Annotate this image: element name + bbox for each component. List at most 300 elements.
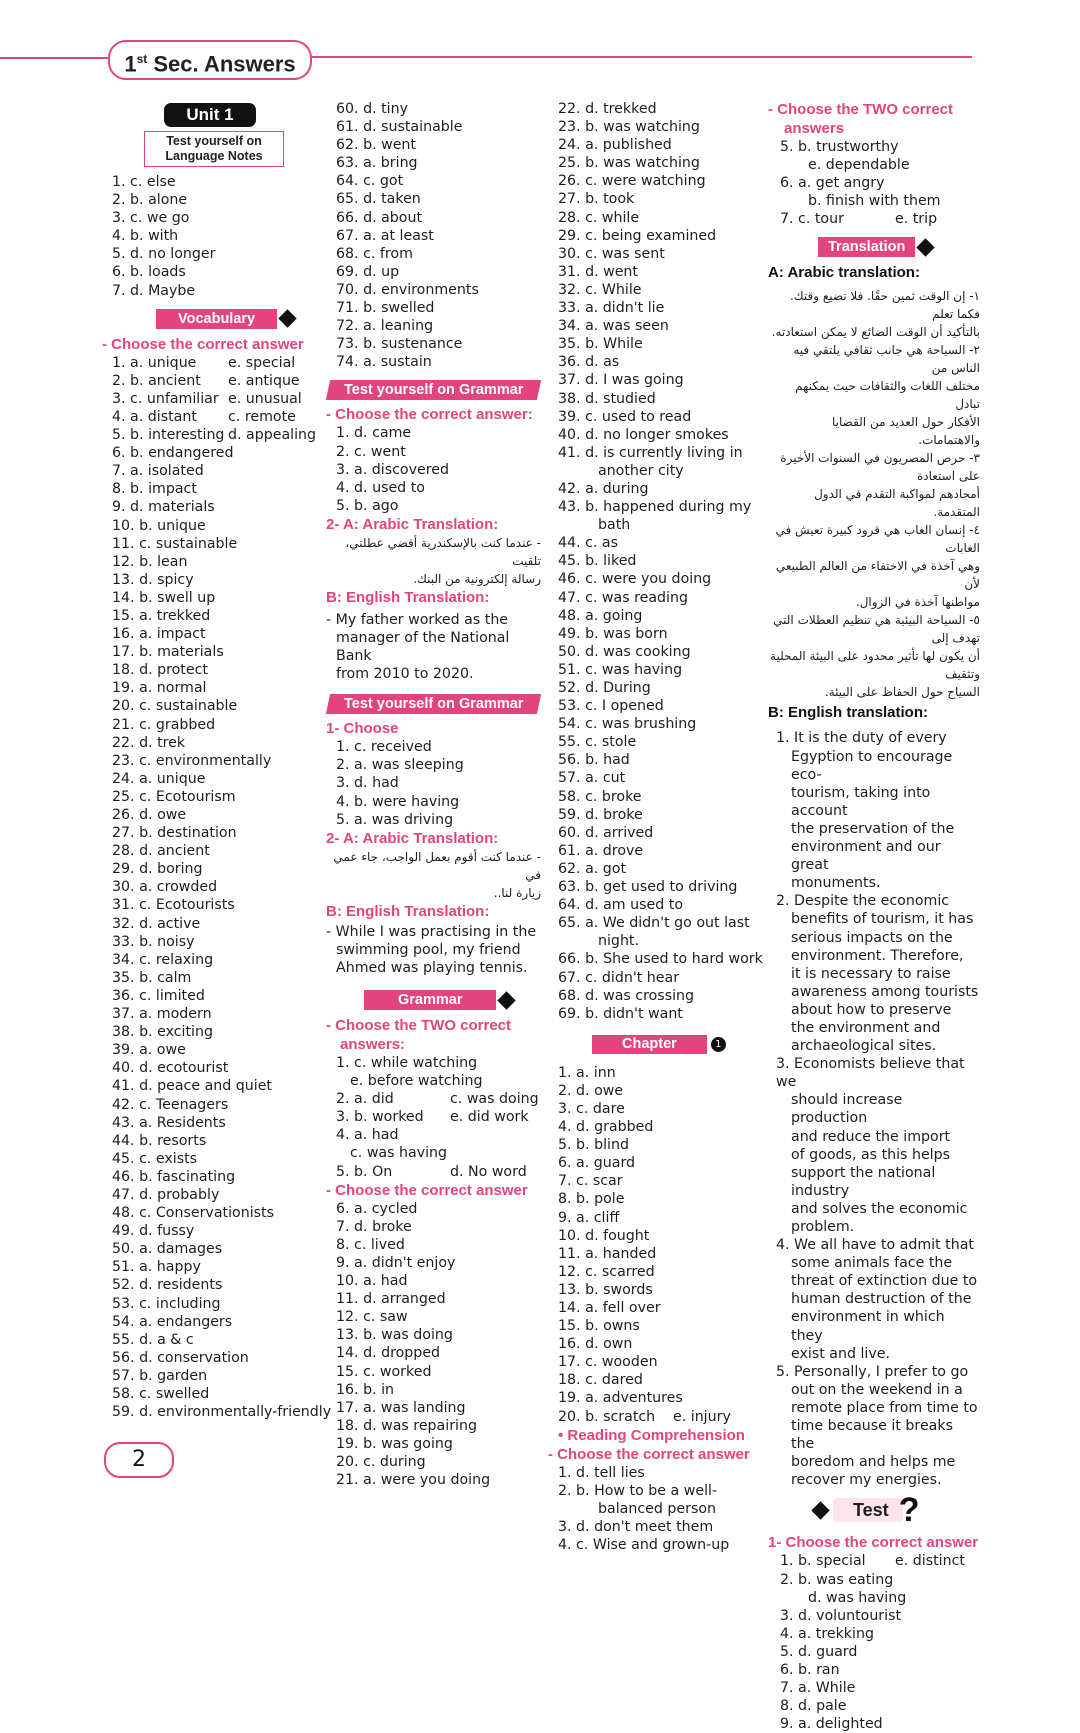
- answer-item: 57. a. cut: [558, 769, 760, 787]
- grammar-test-banner: [326, 694, 542, 714]
- answer-pair: [112, 426, 317, 444]
- answer-item: 8. b. pole: [558, 1190, 760, 1208]
- answer-item: 59. d. broke: [558, 806, 760, 824]
- answer-pair: [768, 1552, 980, 1570]
- section-heading: 2- A: Arabic Translation:: [326, 829, 541, 848]
- text-line: serious impacts on the: [776, 929, 980, 947]
- text-line: about how to preserve: [776, 1001, 980, 1019]
- answer-pair: [112, 390, 317, 408]
- column-2: [326, 100, 541, 1489]
- chapter-number: 1: [711, 1037, 726, 1052]
- answer-item: 10. b. unique: [112, 517, 317, 535]
- text-line: Ahmed was playing tennis.: [326, 959, 541, 977]
- answer-item: 29. c. being examined: [558, 227, 760, 245]
- vocabulary-tag: [156, 306, 317, 332]
- answer-item: night.: [558, 932, 760, 950]
- answer-pair: [112, 408, 317, 426]
- answer-item: 65. d. taken: [336, 190, 541, 208]
- section-heading: - Choose the correct answer:: [326, 405, 541, 424]
- answer-item: 4. b. were having: [336, 793, 541, 811]
- answer-item: 38. d. studied: [558, 390, 760, 408]
- answer-item: 2. a. did: [336, 1090, 450, 1108]
- answer-item: 7. a. While: [780, 1679, 980, 1697]
- answer-item: 44. b. resorts: [112, 1132, 317, 1150]
- answer-item: 49. b. was born: [558, 625, 760, 643]
- answer-item: 47. c. was reading: [558, 589, 760, 607]
- text-line: of goods, as this helps: [776, 1146, 980, 1164]
- text-line: بالتأكيد أن الوقت الضائع لا يمكن استعادته.: [768, 323, 980, 341]
- grammar-test-banner: [326, 380, 542, 400]
- answer-item: 38. b. exciting: [112, 1023, 317, 1041]
- answer-item: 18. c. dared: [558, 1371, 760, 1389]
- answer-item: 34. a. was seen: [558, 317, 760, 335]
- arabic-translation: [326, 848, 541, 902]
- text-line: 2. Despite the economic: [776, 892, 980, 910]
- answer-item: 19. a. normal: [112, 679, 317, 697]
- answer-item: 34. c. relaxing: [112, 951, 317, 969]
- answer-pair: [336, 1108, 541, 1126]
- answer-item: 40. d. ecotourist: [112, 1059, 317, 1077]
- answer-item: 4. d. used to: [336, 479, 541, 497]
- answer-item: 60. d. arrived: [558, 824, 760, 842]
- answer-item: 1. c. else: [112, 173, 317, 191]
- answer-item: 5. b. trustworthy: [780, 138, 980, 156]
- answer-item: 18. d. was repairing: [336, 1417, 541, 1435]
- answer-item: 62. b. went: [336, 136, 541, 154]
- section-heading: B: English translation:: [768, 703, 980, 723]
- answer-item: 53. c. I opened: [558, 697, 760, 715]
- text-line: recover my energies.: [776, 1471, 980, 1489]
- answer-item: 26. d. owe: [112, 806, 317, 824]
- text-line: مختلف اللغات والثقافات حيث يمكنهم تبادل: [768, 377, 980, 413]
- answer-list: [112, 173, 317, 300]
- answer-item: 33. a. didn't lie: [558, 299, 760, 317]
- answer-item: 46. b. fascinating: [112, 1168, 317, 1186]
- answer-item: 37. d. I was going: [558, 371, 760, 389]
- answer-item: 70. d. environments: [336, 281, 541, 299]
- text-line: ٢- السياحة هي جانب ثقافي يلتقي فيه الناس من: [768, 341, 980, 377]
- answer-item: 20. c. sustainable: [112, 697, 317, 715]
- answer-item: 24. a. unique: [112, 770, 317, 788]
- answer-item: 10. a. had: [336, 1272, 541, 1290]
- answer-item: 53. c. including: [112, 1295, 317, 1313]
- text-line: threat of extinction due to: [776, 1272, 980, 1290]
- text-line: remote place from time to: [776, 1399, 980, 1417]
- answer-item: 24. a. published: [558, 136, 760, 154]
- answer-list: [768, 138, 980, 210]
- answer-item: 64. d. am used to: [558, 896, 760, 914]
- text-line: Egyption to encourage eco-: [776, 748, 980, 784]
- text-line: ٤- إنسان الغاب هي قرود كبيرة تعيش في الغابات: [768, 521, 980, 557]
- answer-item: 17. b. materials: [112, 643, 317, 661]
- section-heading: 2- A: Arabic Translation:: [326, 515, 541, 534]
- answer-item: 12. c. scarred: [558, 1263, 760, 1281]
- answer-item: 2. d. owe: [558, 1082, 760, 1100]
- answer-item: 56. d. conservation: [112, 1349, 317, 1367]
- answer-item: 56. b. had: [558, 751, 760, 769]
- answer-item: e. trip: [895, 210, 937, 228]
- answer-list: [326, 424, 541, 514]
- answer-item: 1. d. came: [336, 424, 541, 442]
- answer-item: 11. a. handed: [558, 1245, 760, 1263]
- answer-item: 45. c. exists: [112, 1150, 317, 1168]
- answer-item: d. No word: [450, 1163, 527, 1181]
- answer-item: 67. a. at least: [336, 227, 541, 245]
- text-line: 4. We all have to admit that: [776, 1236, 980, 1254]
- translation-banner: Translation: [818, 237, 915, 257]
- answer-item: 5. b. interesting: [112, 426, 228, 444]
- answer-item: c. was doing: [450, 1090, 539, 1108]
- test-label: Test: [833, 1498, 903, 1522]
- answer-item: 27. b. took: [558, 190, 760, 208]
- answer-item: 3. d. voluntourist: [780, 1607, 980, 1625]
- answer-list: [548, 1464, 760, 1554]
- answer-item: 71. b. swelled: [336, 299, 541, 317]
- grammar-banner: Grammar: [364, 990, 496, 1010]
- vocabulary-banner: Vocabulary: [156, 309, 277, 329]
- answer-item: 59. d. environmentally-friendly: [112, 1403, 317, 1421]
- answer-item: 73. b. sustenance: [336, 335, 541, 353]
- answer-item: 37. a. modern: [112, 1005, 317, 1023]
- header-rule: [308, 56, 972, 58]
- answer-item: 4. d. grabbed: [558, 1118, 760, 1136]
- text-line: أمجادهم لمواكبة التقدم في الدول المتقدمة.: [768, 485, 980, 521]
- text-line: 3. Economists believe that we: [776, 1055, 980, 1091]
- text-line: environment. Therefore,: [776, 947, 980, 965]
- text-line: tourism, taking into account: [776, 784, 980, 820]
- answer-item: 43. a. Residents: [112, 1114, 317, 1132]
- text-line: archaeological sites.: [776, 1037, 980, 1055]
- answer-item: c. was having: [336, 1144, 464, 1162]
- section-heading: - Choose the TWO correct: [768, 100, 980, 119]
- answer-item: 74. a. sustain: [336, 353, 541, 371]
- answer-item: 1. b. special: [780, 1552, 895, 1570]
- answer-item: 5. a. was driving: [336, 811, 541, 829]
- text-line: مواطنها آخذة في الزوال.: [768, 593, 980, 611]
- answer-item: 61. a. drove: [558, 842, 760, 860]
- answer-item: 65. a. We didn't go out last: [558, 914, 760, 932]
- text-line: 5. Personally, I prefer to go: [776, 1363, 980, 1381]
- answer-item: 42. a. during: [558, 480, 760, 498]
- diamond-icon: [278, 309, 296, 327]
- text-line: monuments.: [776, 874, 980, 892]
- answer-item: 4. a. distant: [112, 408, 228, 426]
- text-line: environment in which they: [776, 1308, 980, 1344]
- text-line: السياح حول الحفاظ على البيئة.: [768, 683, 980, 701]
- diamond-icon: [498, 991, 516, 1009]
- answer-pair: [336, 1054, 541, 1072]
- answer-item: 1. a. unique: [112, 354, 228, 372]
- arabic-translation: [768, 287, 980, 701]
- english-translation: [768, 729, 980, 1489]
- page-title: [108, 40, 312, 80]
- section-heading: 1- Choose the correct answer: [768, 1533, 980, 1552]
- answer-list: [326, 1200, 541, 1490]
- text-line: ٥- السياحة البيئية هي تنظيم العطلات التي تهدف إلى: [768, 611, 980, 647]
- answer-list: [112, 444, 317, 1421]
- answer-item: 1. d. tell lies: [558, 1464, 760, 1482]
- answer-item: 13. b. swords: [558, 1281, 760, 1299]
- answer-item: e. special: [228, 354, 295, 372]
- answer-item: 50. d. was cooking: [558, 643, 760, 661]
- answer-item: 9. a. delighted: [780, 1715, 980, 1733]
- answer-item: 13. b. was doing: [336, 1326, 541, 1344]
- text-line: time because it breaks the: [776, 1417, 980, 1453]
- section-heading: - Choose the TWO correct: [326, 1016, 541, 1035]
- title-number: 1: [124, 51, 136, 76]
- answer-item: e. dependable: [780, 156, 980, 174]
- text-line: it is necessary to raise: [776, 965, 980, 983]
- answer-item: 58. c. swelled: [112, 1385, 317, 1403]
- answer-item: 4. a. trekking: [780, 1625, 980, 1643]
- answer-item: 54. a. endangers: [112, 1313, 317, 1331]
- page-number: 2: [104, 1442, 174, 1478]
- answer-item: 12. c. saw: [336, 1308, 541, 1326]
- arabic-translation: [326, 534, 541, 588]
- answer-item: 23. c. environmentally: [112, 752, 317, 770]
- text-line: exist and live.: [776, 1345, 980, 1363]
- answer-item: 27. b. destination: [112, 824, 317, 842]
- text-line: 1. It is the duty of every: [776, 729, 980, 747]
- answer-item: 66. b. She used to hard work: [558, 950, 760, 968]
- header-rule: [0, 57, 108, 59]
- text-line: should increase production: [776, 1091, 980, 1127]
- answer-item: 39. a. owe: [112, 1041, 317, 1059]
- answer-item: 4. c. Wise and grown-up: [558, 1536, 760, 1554]
- answer-item: 49. d. fussy: [112, 1222, 317, 1240]
- answer-item: another city: [558, 462, 760, 480]
- answer-item: 63. a. bring: [336, 154, 541, 172]
- answer-item: 3. d. had: [336, 774, 541, 792]
- answer-pair: [336, 1163, 541, 1181]
- answer-pair: [336, 1126, 541, 1144]
- text-line: manager of the National Bank: [326, 629, 541, 665]
- question-mark-icon: ?: [899, 1495, 920, 1525]
- answer-item: 2. b. was eating: [780, 1571, 980, 1589]
- text-line: - عندما كنت أقوم بعمل الواجب، جاء عمي في: [326, 848, 541, 884]
- text-line: boredom and helps me: [776, 1453, 980, 1471]
- answer-list: [548, 100, 760, 1023]
- answer-item: 6. a. get angry: [780, 174, 980, 192]
- banner-label: Test yourself on Grammar: [344, 694, 523, 714]
- answer-item: 47. d. probably: [112, 1186, 317, 1204]
- answer-item: 19. a. adventures: [558, 1389, 760, 1407]
- section-heading: - Choose the correct answer: [326, 1181, 541, 1200]
- answer-item: 25. b. was watching: [558, 154, 760, 172]
- answer-item: 57. b. garden: [112, 1367, 317, 1385]
- answer-item: 13. d. spicy: [112, 571, 317, 589]
- answer-item: 21. c. grabbed: [112, 716, 317, 734]
- answer-item: 63. b. get used to driving: [558, 878, 760, 896]
- answer-item: 5. b. ago: [336, 497, 541, 515]
- answer-item: 6. a. cycled: [336, 1200, 541, 1218]
- test-yourself-line: Language Notes: [145, 149, 283, 164]
- answer-item: 25. c. Ecotourism: [112, 788, 317, 806]
- answer-item: 31. d. went: [558, 263, 760, 281]
- section-heading: - Choose the correct answer: [548, 1445, 760, 1464]
- answer-item: 2. b. alone: [112, 191, 317, 209]
- text-line: from 2010 to 2020.: [326, 665, 541, 683]
- chapter-banner: Chapter: [592, 1035, 707, 1054]
- title-superscript: st: [137, 52, 148, 66]
- answer-item: balanced person: [558, 1500, 760, 1518]
- answer-item: 69. d. up: [336, 263, 541, 281]
- answer-item: 30. c. was sent: [558, 245, 760, 263]
- answer-item: e. before watching: [336, 1072, 464, 1090]
- answer-pair: [112, 354, 317, 372]
- answer-item: 1. c. while watching: [336, 1054, 450, 1072]
- answer-item: 55. c. stole: [558, 733, 760, 751]
- answer-pairs: [326, 1054, 541, 1181]
- test-badge: [814, 1495, 980, 1525]
- answer-item: 16. b. in: [336, 1381, 541, 1399]
- text-line: swimming pool, my friend: [326, 941, 541, 959]
- answer-item: 26. c. were watching: [558, 172, 760, 190]
- answer-item: 3. c. we go: [112, 209, 317, 227]
- answer-item: 52. d. residents: [112, 1276, 317, 1294]
- answer-item: 5. d. no longer: [112, 245, 317, 263]
- answer-item: 14. d. dropped: [336, 1344, 541, 1362]
- answer-item: e. distinct: [895, 1552, 965, 1570]
- answer-item: 16. d. own: [558, 1335, 760, 1353]
- answer-item: 4. b. with: [112, 227, 317, 245]
- section-heading: answers: [768, 119, 980, 138]
- answer-item: 6. b. endangered: [112, 444, 317, 462]
- answer-item: d. appealing: [228, 426, 316, 444]
- text-line: the environment and: [776, 1019, 980, 1037]
- answer-item: 28. d. ancient: [112, 842, 317, 860]
- answer-pair: [548, 1408, 760, 1426]
- answer-item: 14. a. fell over: [558, 1299, 760, 1317]
- answer-item: e. unusual: [228, 390, 302, 408]
- answer-item: 44. c. as: [558, 534, 760, 552]
- text-line: the preservation of the: [776, 820, 980, 838]
- answer-item: 60. d. tiny: [336, 100, 541, 118]
- answer-item: 3. d. don't meet them: [558, 1518, 760, 1536]
- banner-label: Test yourself on Grammar: [344, 380, 523, 400]
- diamond-icon: [811, 1501, 829, 1519]
- text-line: and solves the economic: [776, 1200, 980, 1218]
- answer-item: d. was having: [780, 1589, 980, 1607]
- answer-item: 4. a. had: [336, 1126, 450, 1144]
- answer-item: 10. d. fought: [558, 1227, 760, 1245]
- answer-item: 8. c. lived: [336, 1236, 541, 1254]
- answer-item: 23. b. was watching: [558, 118, 760, 136]
- answer-item: 6. b. ran: [780, 1661, 980, 1679]
- answer-item: 7. a. isolated: [112, 462, 317, 480]
- answer-item: 17. a. was landing: [336, 1399, 541, 1417]
- answer-item: 3. a. discovered: [336, 461, 541, 479]
- answer-item: 20. b. scratch: [558, 1408, 673, 1426]
- answer-item: 2. b. ancient: [112, 372, 228, 390]
- answer-item: 5. d. guard: [780, 1643, 980, 1661]
- test-yourself-line: Test yourself on: [145, 134, 283, 149]
- answer-item: 68. c. from: [336, 245, 541, 263]
- answer-item: 61. d. sustainable: [336, 118, 541, 136]
- answer-item: 3. c. dare: [558, 1100, 760, 1118]
- text-line: awareness among tourists: [776, 983, 980, 1001]
- text-line: الأفكار حول العديد من القضايا والاهتمامات.: [768, 413, 980, 449]
- answer-item: 21. a. were you doing: [336, 1471, 541, 1489]
- answer-item: 58. c. broke: [558, 788, 760, 806]
- answer-pair: [336, 1090, 541, 1108]
- answer-item: e. did work: [450, 1108, 529, 1126]
- answer-item: 2. b. How to be a well-: [558, 1482, 760, 1500]
- answer-item: 15. c. worked: [336, 1363, 541, 1381]
- answer-item: 67. c. didn't hear: [558, 969, 760, 987]
- answer-item: 7. c. scar: [558, 1172, 760, 1190]
- answer-item: 46. c. were you doing: [558, 570, 760, 588]
- section-heading: • Reading Comprehension: [548, 1426, 760, 1445]
- answer-item: 31. c. Ecotourists: [112, 896, 317, 914]
- answer-list: [548, 1064, 760, 1408]
- answer-item: 72. a. leaning: [336, 317, 541, 335]
- answer-item: 16. a. impact: [112, 625, 317, 643]
- answer-item: e. antique: [228, 372, 300, 390]
- text-line: - While I was practising in the: [326, 923, 541, 941]
- answer-item: 36. c. limited: [112, 987, 317, 1005]
- answer-item: 18. d. protect: [112, 661, 317, 679]
- text-line: ٣- حرص المصريون في السنوات الأخيرة على استعادة: [768, 449, 980, 485]
- column-4: [768, 100, 980, 1733]
- answer-item: 6. b. loads: [112, 263, 317, 281]
- answer-item: 35. b. calm: [112, 969, 317, 987]
- answer-item: 32. d. active: [112, 915, 317, 933]
- answer-item: 17. c. wooden: [558, 1353, 760, 1371]
- answer-item: 9. a. cliff: [558, 1209, 760, 1227]
- answer-item: 1. a. inn: [558, 1064, 760, 1082]
- answer-item: 52. d. During: [558, 679, 760, 697]
- chapter-tag: [592, 1035, 760, 1054]
- text-line: وهي آخذة في الاختفاء من العالم الطبيعي لأن: [768, 557, 980, 593]
- title-text: Sec. Answers: [147, 51, 295, 76]
- answer-item: 6. a. guard: [558, 1154, 760, 1172]
- answer-item: 20. c. during: [336, 1453, 541, 1471]
- text-line: زيارة لنا..: [326, 884, 541, 902]
- translation-tag: [818, 234, 980, 260]
- answer-item: 62. a. got: [558, 860, 760, 878]
- answer-item: 40. d. no longer smokes: [558, 426, 760, 444]
- answer-item: 48. c. Conservationists: [112, 1204, 317, 1222]
- english-translation: [326, 923, 541, 977]
- answer-item: 41. d. is currently living in: [558, 444, 760, 462]
- answer-item: 41. d. peace and quiet: [112, 1077, 317, 1095]
- answer-item: 15. b. owns: [558, 1317, 760, 1335]
- answer-item: 3. b. worked: [336, 1108, 450, 1126]
- answer-item: 66. d. about: [336, 209, 541, 227]
- answer-item: 11. d. arranged: [336, 1290, 541, 1308]
- section-heading: 1- Choose: [326, 719, 541, 738]
- answer-item: 69. b. didn't want: [558, 1005, 760, 1023]
- answer-item: 28. c. while: [558, 209, 760, 227]
- answer-item: 35. b. While: [558, 335, 760, 353]
- answer-item: 9. d. materials: [112, 498, 317, 516]
- answer-item: 12. b. lean: [112, 553, 317, 571]
- diamond-icon: [917, 238, 935, 256]
- answer-item: e. injury: [673, 1408, 731, 1426]
- text-line: support the national industry: [776, 1164, 980, 1200]
- answer-item: 68. d. was crossing: [558, 987, 760, 1005]
- column-3: [548, 100, 760, 1554]
- answer-item: 9. a. didn't enjoy: [336, 1254, 541, 1272]
- answer-list: [768, 1571, 980, 1733]
- answer-item: 8. b. impact: [112, 480, 317, 498]
- text-line: human destruction of the: [776, 1290, 980, 1308]
- answer-item: 36. d. as: [558, 353, 760, 371]
- answer-list: [326, 100, 541, 371]
- text-line: أن يكون لها تأثير محدود على البيئة المحلية وتثقيف: [768, 647, 980, 683]
- answer-item: 2. a. was sleeping: [336, 756, 541, 774]
